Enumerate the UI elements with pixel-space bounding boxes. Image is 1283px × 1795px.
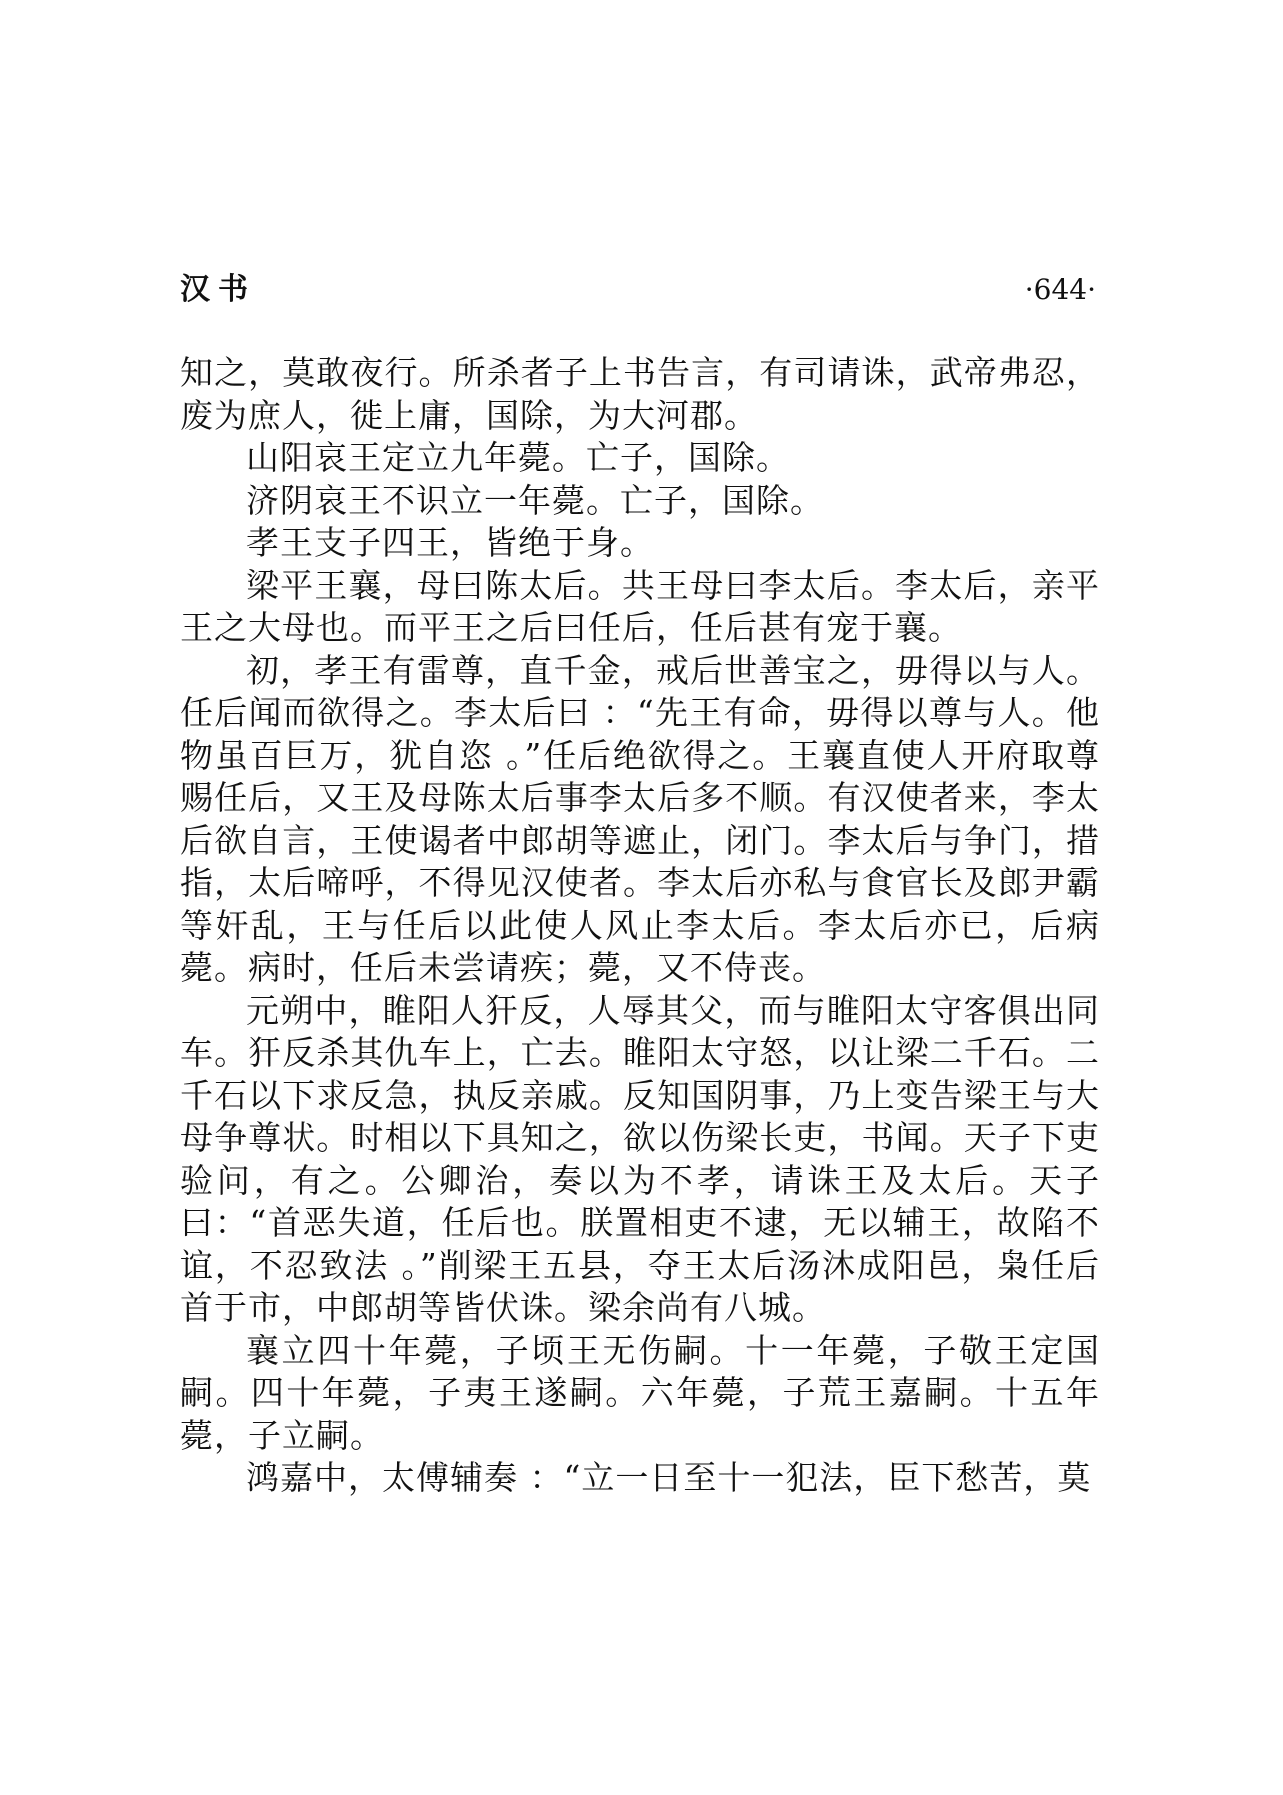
paragraph: 元朔中，睢阳人犴反，人辱其父，而与睢阳太守客俱出同车。犴反杀其仇车上，亡去。睢阳太守怒，以让梁二千石。二千石以下求反急，执反亲戚。反知国阴事，乃上变告梁王与大母争尊状。时相以下具知之，欲以伤梁长吏，书闻。天子下吏验问，有之。公卿治，奏以为不孝，请诛王及太后。天子曰：“首恶失道，任后也。朕置相吏不逮，无以辅王，故陷不谊，不忍致法 。”削梁王五县，夺王太后汤沐成阳邑，枭任后首于市，中郎胡等皆伏诛。梁余尚有八城。 [180,990,1100,1327]
paragraph: 襄立四十年薨，子顷王无伤嗣。十一年薨，子敬王定国嗣。四十年薨，子夷王遂嗣。六年薨，子荒王嘉嗣。十五年薨，子立嗣。 [180,1330,1100,1455]
body-text [180,352,1100,1500]
paragraph: 济阴哀王不识立一年薨。亡子，国除。 [246,480,824,520]
paragraph: 山阳哀王定立九年薨。亡子，国除。 [246,438,790,477]
page-header [180,268,1096,312]
page-number: ·644· [1024,273,1096,306]
paragraph: 知之，莫敢夜行。所杀者子上书告言，有司请诛，武帝弗忍，废为庶人，徙上庸，国除，为大河郡。 [180,353,1100,435]
paragraph: 初，孝王有雷尊，直千金，戒后世善宝之，毋得以与人。任后闻而欲得之。李太后曰 ：“先王有命，毋得以尊与人。他物虽百巨万，犹自恣 。”任后绝欲得之。王襄直使人开府取尊赐任后，又王及母陈太后事李太后多不顺。有汉使者来，李太后欲自言，王使谒者中郎胡等遮止，闭门。李太后与争门，措指，太后啼呼，不得见汉使者。李太后亦私与食官长及郎尹霸等奸乱，王与任后以此使人风止李太后。李太后亦已，后病薨。病时，任后未尝请疾；薨，又不侍丧。 [180,650,1100,987]
paragraph: 鸿嘉中，太傅辅奏 ：“立一日至十一犯法，臣下愁苦，莫 [246,1458,1092,1497]
book-title: 汉书 [180,272,256,307]
paragraph: 梁平王襄，母曰陈太后。共王母曰李太后。李太后，亲平王之大母也。而平王之后曰任后，任后甚有宠于襄。 [180,565,1100,647]
paragraph: 孝王支子四王，皆绝于身。 [246,523,654,562]
